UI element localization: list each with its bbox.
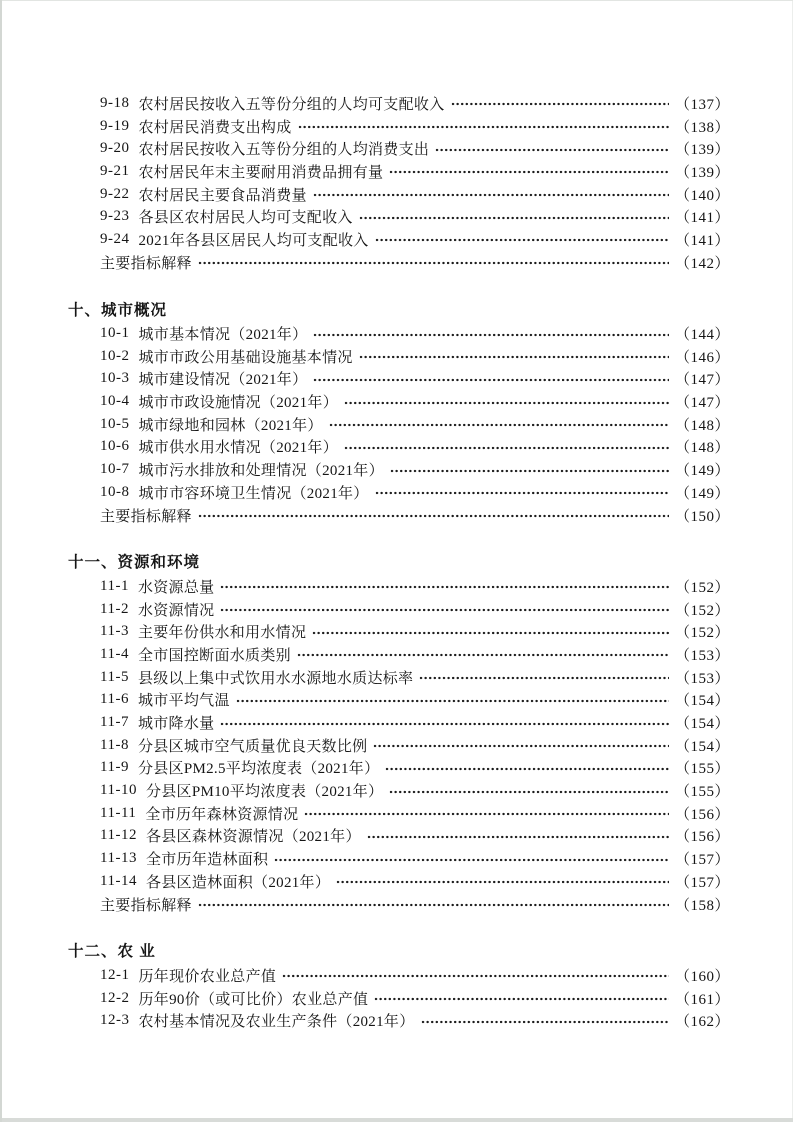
dot-leader <box>390 469 669 473</box>
toc-entry <box>68 345 730 368</box>
page-number: （147） <box>674 372 730 389</box>
entry-title: 城市污水排放和处理情况（2021年） <box>138 463 384 480</box>
entry-number: 10-1 <box>100 325 130 342</box>
entry-title: 城市绿地和园林（2021年） <box>138 417 323 434</box>
dot-leader <box>375 491 669 495</box>
dot-leader <box>344 401 669 405</box>
dot-leader <box>336 880 669 884</box>
entry-number: 11-1 <box>100 577 129 594</box>
dot-leader <box>419 676 669 680</box>
page-number: （156） <box>674 806 730 823</box>
entry-title: 全市历年森林资源情况 <box>145 806 299 823</box>
toc-entry <box>68 779 730 802</box>
page-number: （155） <box>674 784 730 801</box>
entry-title: 全市历年造林面积 <box>145 852 269 869</box>
toc-entry <box>68 205 730 228</box>
entry-number: 11-9 <box>100 759 129 776</box>
page-number: （142） <box>674 255 730 272</box>
page-number: （147） <box>674 395 730 412</box>
entry-title: 全市国控断面水质类别 <box>137 647 291 664</box>
page-number: （149） <box>674 463 730 480</box>
entry-title: 历年现价农业总产值 <box>138 968 277 985</box>
entry-title: 城市市容环境卫生情况（2021年） <box>138 485 369 502</box>
dot-leader <box>367 835 669 839</box>
dot-leader <box>198 514 669 518</box>
toc-entry <box>68 413 730 436</box>
entry-number: 11-13 <box>100 850 137 867</box>
dot-leader <box>297 653 669 657</box>
dot-leader <box>304 812 669 816</box>
page-number: （139） <box>674 164 730 181</box>
page-number: （155） <box>674 761 730 778</box>
entry-title: 主要指标解释 <box>100 255 192 272</box>
toc-entry <box>68 160 730 183</box>
entry-number: 12-3 <box>100 1012 130 1029</box>
toc-entry <box>68 847 730 870</box>
dot-leader <box>451 102 669 106</box>
entry-title: 城市基本情况（2021年） <box>138 327 308 344</box>
dot-leader <box>282 974 669 978</box>
toc-entry <box>68 575 730 598</box>
toc-entry <box>68 643 730 666</box>
entry-number: 11-14 <box>100 872 137 889</box>
entry-title: 各县区农村居民人均可支配收入 <box>138 210 353 227</box>
page-number: （154） <box>674 738 730 755</box>
page-number: （152） <box>674 579 730 596</box>
page-number: （141） <box>674 232 730 249</box>
page-number: （144） <box>674 327 730 344</box>
page-number: （148） <box>674 440 730 457</box>
dot-leader <box>374 997 669 1001</box>
dot-leader <box>298 125 669 129</box>
page-number: （154） <box>674 693 730 710</box>
entry-number: 10-3 <box>100 370 130 387</box>
entry-number: 10-4 <box>100 393 130 410</box>
entry-number: 10-2 <box>100 347 130 364</box>
page-number: （138） <box>674 119 730 136</box>
page-number: （154） <box>674 716 730 733</box>
entry-number: 11-2 <box>100 600 129 617</box>
page-number: （153） <box>674 647 730 664</box>
toc-entry <box>68 1009 730 1032</box>
entry-number: 9-18 <box>100 94 130 111</box>
entry-title: 农村居民消费支出构成 <box>138 119 292 136</box>
page-number: （156） <box>674 829 730 846</box>
entry-title: 主要指标解释 <box>100 897 192 914</box>
entry-title: 各县区森林资源情况（2021年） <box>145 829 361 846</box>
entry-title: 主要指标解释 <box>100 508 192 525</box>
dot-leader <box>312 631 669 635</box>
toc-entry <box>68 802 730 825</box>
toc-entry <box>68 115 730 138</box>
toc-entry <box>68 825 730 848</box>
dot-leader <box>198 903 669 907</box>
entry-number: 12-2 <box>100 989 130 1006</box>
toc-entry <box>68 368 730 391</box>
entry-title: 2021年各县区居民人均可支配收入 <box>138 232 369 249</box>
page-number: （162） <box>674 1014 730 1031</box>
entry-number: 11-8 <box>100 736 129 753</box>
entry-number: 11-10 <box>100 782 137 799</box>
page-number: （137） <box>674 96 730 113</box>
entry-number: 12-1 <box>100 966 130 983</box>
entry-title: 农村居民按收入五等份分组的人均可支配收入 <box>138 96 445 113</box>
table-of-contents <box>68 92 730 1032</box>
entry-number: 10-6 <box>100 438 130 455</box>
entry-title: 历年90价（或可比价）农业总产值 <box>138 991 369 1008</box>
entry-title: 农村居民主要食品消费量 <box>138 187 307 204</box>
entry-title: 水资源情况 <box>137 602 215 619</box>
section-heading: 十二、农 业 <box>68 943 156 961</box>
entry-number: 11-3 <box>100 623 129 640</box>
entry-number: 10-8 <box>100 483 130 500</box>
toc-entry <box>68 666 730 689</box>
entry-title: 城市建设情况（2021年） <box>138 372 308 389</box>
page-number: （150） <box>674 508 730 525</box>
entry-title: 农村居民年末主要耐用消费品拥有量 <box>138 164 384 181</box>
toc-entry <box>68 458 730 481</box>
page-number: （141） <box>674 210 730 227</box>
page-number: （153） <box>674 670 730 687</box>
toc-entry <box>68 481 730 504</box>
page-number: （152） <box>674 625 730 642</box>
toc-entry <box>68 964 730 987</box>
entry-title: 水资源总量 <box>137 579 215 596</box>
entry-number: 11-11 <box>100 804 137 821</box>
toc-entry <box>68 598 730 621</box>
entry-title: 城市平均气温 <box>137 693 230 710</box>
entry-number: 10-7 <box>100 461 130 478</box>
dot-leader <box>344 446 669 450</box>
dot-leader <box>421 1020 669 1024</box>
dot-leader <box>198 261 669 265</box>
dot-leader <box>375 238 669 242</box>
entry-title: 分县区城市空气质量优良天数比例 <box>137 738 368 755</box>
dot-leader <box>359 355 669 359</box>
toc-entry <box>68 504 730 527</box>
toc-entry <box>68 251 730 274</box>
dot-leader <box>389 790 669 794</box>
toc-entry <box>68 893 730 916</box>
toc-entry <box>68 711 730 734</box>
dot-leader <box>220 722 669 726</box>
entry-number: 10-5 <box>100 415 130 432</box>
dot-leader <box>373 744 669 748</box>
dot-leader <box>435 148 669 152</box>
toc-entry <box>68 757 730 780</box>
toc-entry <box>68 689 730 712</box>
entry-number: 11-7 <box>100 714 129 731</box>
entry-title: 分县区PM10平均浓度表（2021年） <box>145 784 384 801</box>
entry-title: 分县区PM2.5平均浓度表（2021年） <box>137 761 380 778</box>
page-number: （158） <box>674 897 730 914</box>
entry-number: 9-24 <box>100 230 130 247</box>
page-number: （157） <box>674 852 730 869</box>
entry-title: 农村基本情况及农业生产条件（2021年） <box>138 1014 415 1031</box>
entry-title: 各县区造林面积（2021年） <box>145 874 331 891</box>
section-heading: 十一、资源和环境 <box>68 554 201 572</box>
toc-entry <box>68 322 730 345</box>
dot-leader <box>313 378 669 382</box>
dot-leader <box>329 423 669 427</box>
entry-number: 11-12 <box>100 827 137 844</box>
dot-leader <box>274 858 669 862</box>
toc-entry <box>68 436 730 459</box>
dot-leader <box>359 216 669 220</box>
toc-entry <box>68 620 730 643</box>
toc-entry <box>68 987 730 1010</box>
entry-number: 9-19 <box>100 117 130 134</box>
page-number: （157） <box>674 874 730 891</box>
page-number: （139） <box>674 142 730 159</box>
section-heading: 十、城市概况 <box>68 301 168 319</box>
entry-number: 9-23 <box>100 208 130 225</box>
toc-entry <box>68 390 730 413</box>
dot-leader <box>220 608 669 612</box>
entry-title: 城市市政设施情况（2021年） <box>138 395 339 412</box>
page-number: （152） <box>674 602 730 619</box>
entry-title: 城市供水用水情况（2021年） <box>138 440 339 457</box>
dot-leader <box>389 170 669 174</box>
toc-entry <box>68 183 730 206</box>
page-number: （140） <box>674 187 730 204</box>
entry-number: 11-5 <box>100 668 129 685</box>
entry-number: 9-21 <box>100 162 130 179</box>
page-number: （149） <box>674 485 730 502</box>
entry-title: 城市降水量 <box>137 716 215 733</box>
page-number: （148） <box>674 417 730 434</box>
entry-title: 县级以上集中式饮用水水源地水质达标率 <box>137 670 414 687</box>
entry-number: 9-22 <box>100 185 130 202</box>
toc-entry <box>68 734 730 757</box>
entry-title: 城市市政公用基础设施基本情况 <box>138 349 353 366</box>
toc-entry <box>68 228 730 251</box>
toc-entry <box>68 870 730 893</box>
toc-entry <box>68 137 730 160</box>
dot-leader <box>220 585 669 589</box>
dot-leader <box>313 193 669 197</box>
dot-leader <box>236 699 669 703</box>
dot-leader <box>313 333 669 337</box>
entry-number: 9-20 <box>100 140 130 157</box>
entry-number: 11-4 <box>100 645 129 662</box>
page-number: （161） <box>674 991 730 1008</box>
dot-leader <box>385 767 669 771</box>
entry-title: 主要年份供水和用水情况 <box>137 625 307 642</box>
entry-number: 11-6 <box>100 691 129 708</box>
page-number: （160） <box>674 968 730 985</box>
entry-title: 农村居民按收入五等份分组的人均消费支出 <box>138 142 430 159</box>
page-number: （146） <box>674 349 730 366</box>
toc-entry <box>68 92 730 115</box>
